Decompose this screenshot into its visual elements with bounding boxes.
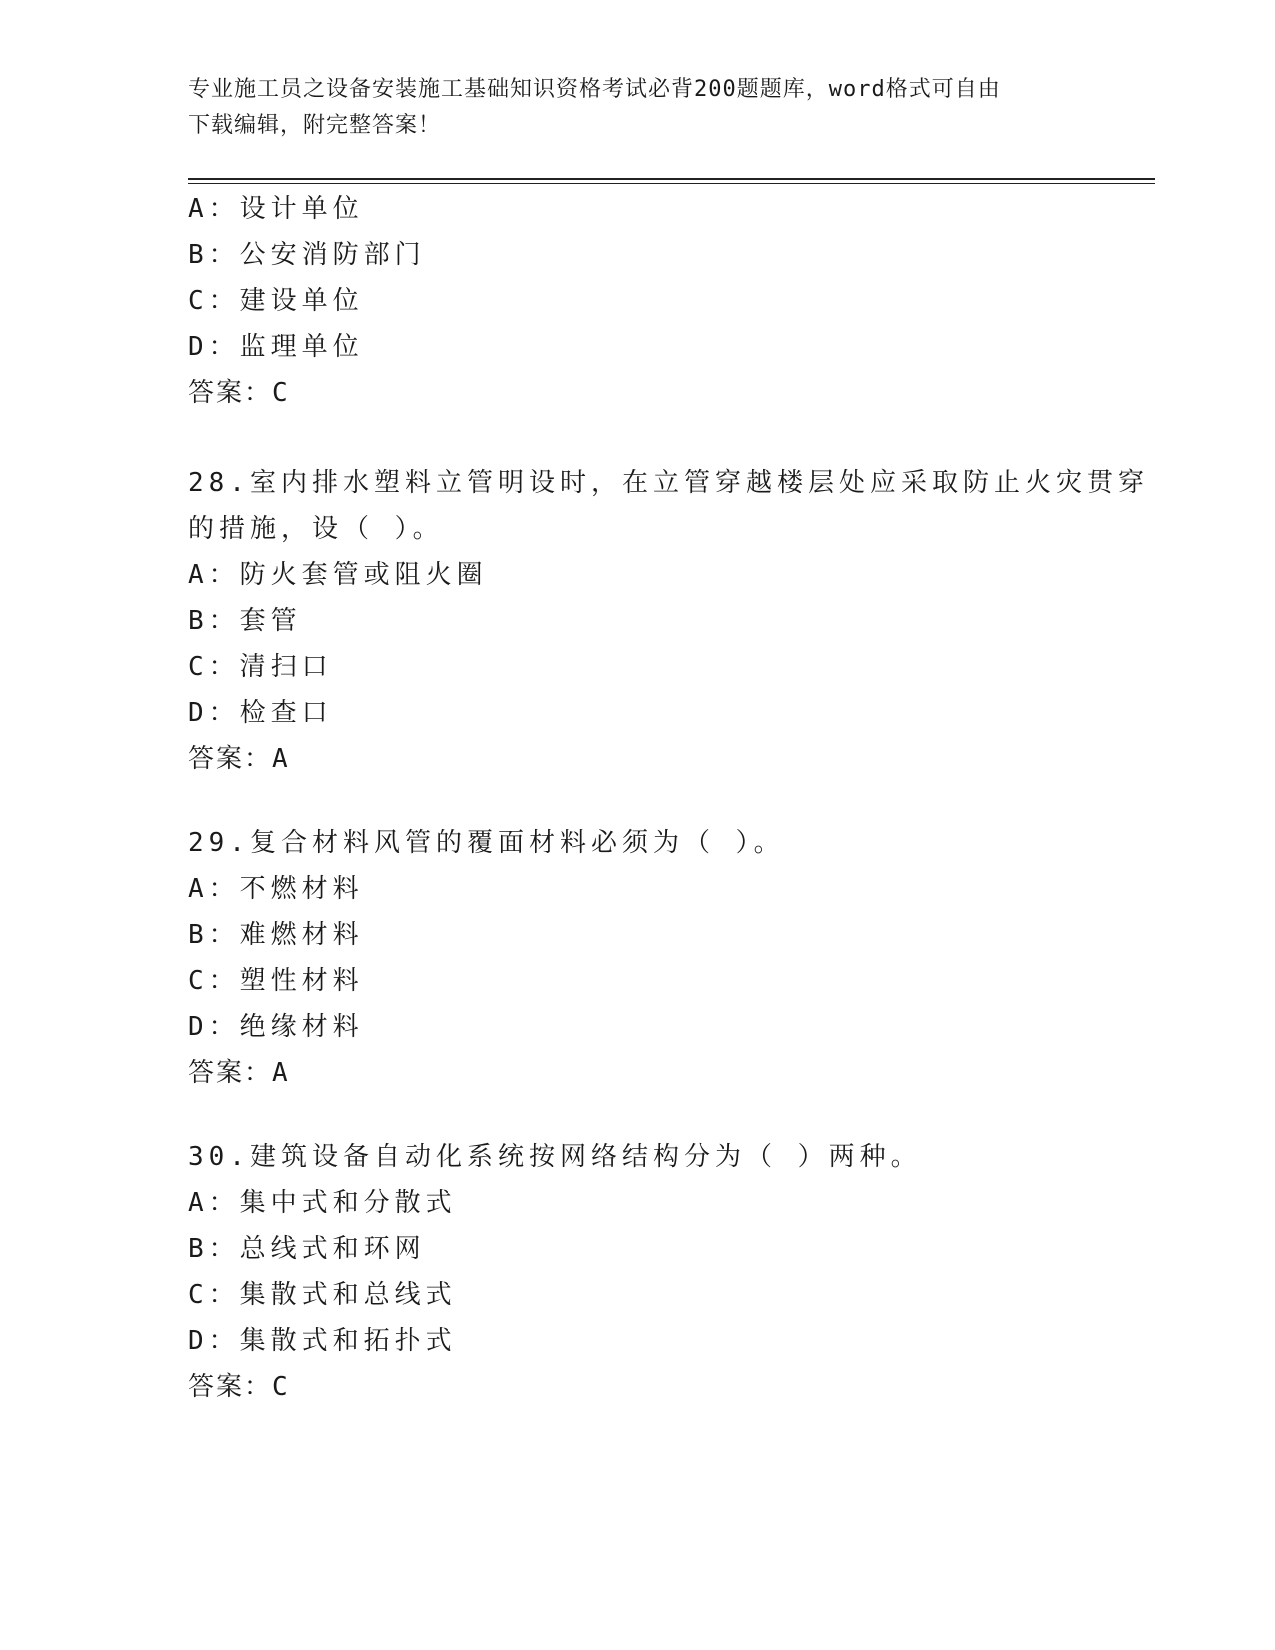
option-d: D：集散式和拓扑式: [188, 1326, 457, 1356]
question-stem-line-2: 的措施，设（ ）。: [188, 514, 444, 544]
question-28: [188, 460, 1149, 782]
option-a: A：不燃材料: [188, 874, 364, 904]
option-b: B：公安消防部门: [188, 240, 426, 270]
header-line-1: 专业施工员之设备安装施工基础知识资格考试必背200题题库，word格式可自由: [188, 77, 1001, 102]
question-30: [188, 1134, 1088, 1410]
option-d: D：绝缘材料: [188, 1012, 364, 1042]
question-29: [188, 820, 1088, 1096]
option-c: C：集散式和总线式: [188, 1280, 457, 1310]
option-a: A：设计单位: [188, 194, 364, 224]
header-divider-thin: [188, 183, 1155, 184]
option-c: C：建设单位: [188, 286, 364, 316]
option-a: A：防火套管或阻火圈: [188, 560, 488, 590]
header-divider-thick: [188, 178, 1155, 180]
answer: 答案：A: [188, 1058, 290, 1088]
question-stem-line-1: 29.复合材料风管的覆面材料必须为（ ）。: [188, 828, 785, 858]
option-b: B：难燃材料: [188, 920, 364, 950]
question-stem-line-1: 30.建筑设备自动化系统按网络结构分为（ ）两种。: [188, 1142, 922, 1172]
option-b: B：总线式和环网: [188, 1234, 426, 1264]
option-d: D：检查口: [188, 698, 333, 728]
option-a: A：集中式和分散式: [188, 1188, 457, 1218]
document-header: [188, 72, 1088, 144]
question-27: [188, 186, 1088, 416]
question-stem-line-1: 28.室内排水塑料立管明设时，在立管穿越楼层处应采取防止火灾贯穿: [188, 468, 1149, 498]
option-c: C：塑性材料: [188, 966, 364, 996]
header-line-2: 下载编辑，附完整答案！: [188, 113, 442, 138]
answer: 答案：C: [188, 1372, 290, 1402]
answer: 答案：A: [188, 744, 290, 774]
option-b: B：套管: [188, 606, 302, 636]
answer: 答案：C: [188, 378, 290, 408]
option-c: C：清扫口: [188, 652, 333, 682]
option-d: D：监理单位: [188, 332, 364, 362]
